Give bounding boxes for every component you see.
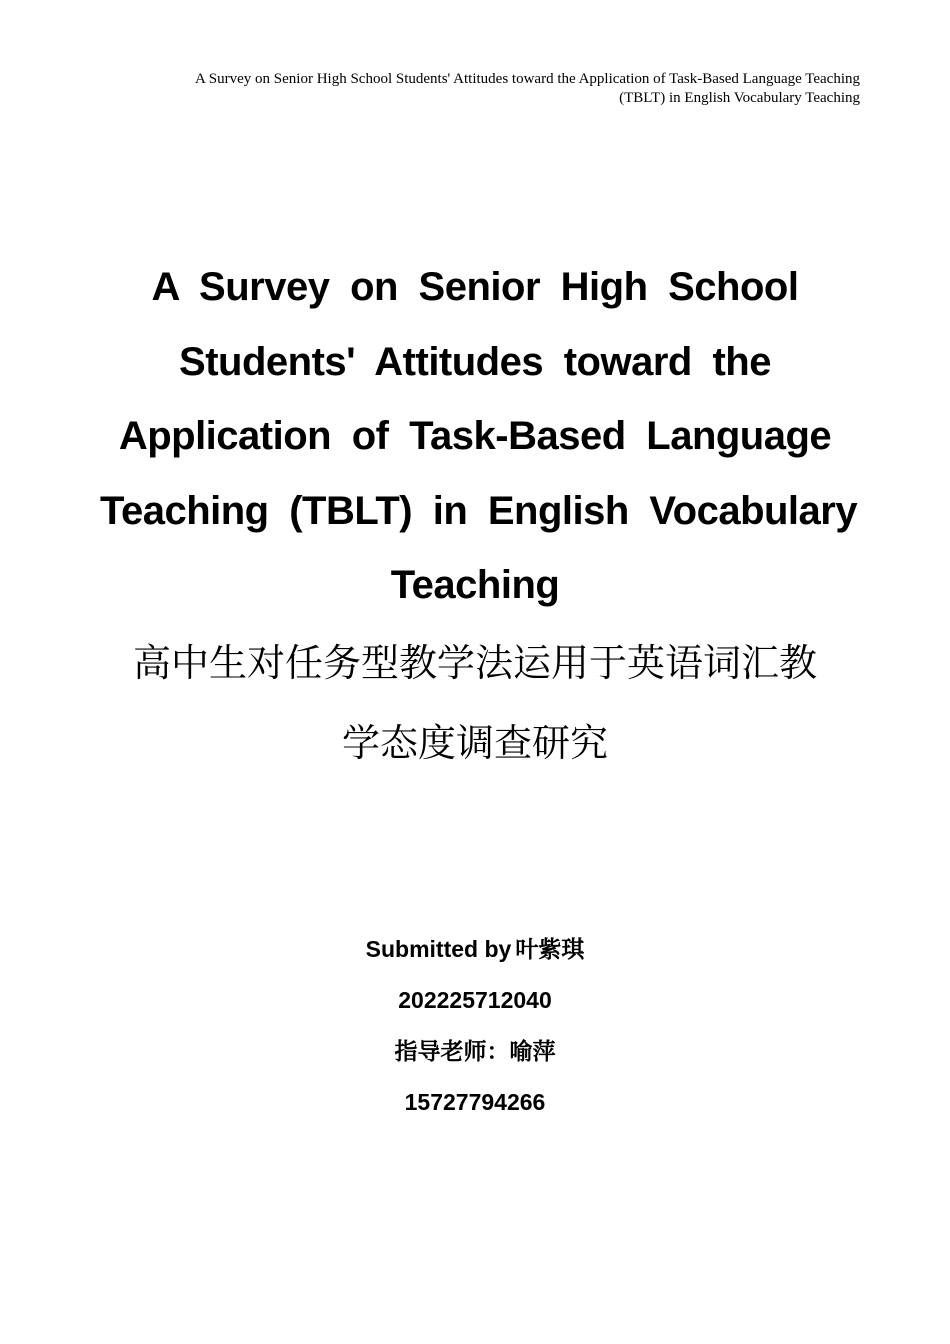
chinese-title-line-1: 高中生对任务型教学法运用于英语词汇教	[132, 640, 817, 685]
phone-number: 15727794266	[404, 1089, 546, 1115]
english-title-line-3: Application of Task-Based Language	[118, 414, 832, 458]
running-header-line-1: A Survey on Senior High School Students' Attitudes toward the Application of Task-Based Language Teaching	[195, 71, 860, 87]
english-title-line-2: Students' Attitudes toward the	[179, 339, 771, 384]
english-title-line-1: A Survey on Senior High School	[151, 265, 799, 309]
running-header-line-2: (TBLT) in English Vocabulary Teaching	[619, 90, 860, 106]
title-block	[100, 250, 858, 783]
english-title-line-5: Teaching	[390, 563, 560, 607]
student-name: 叶紫琪	[515, 936, 585, 962]
advisor-label: 指导老师：	[394, 1038, 510, 1064]
submission-info	[100, 930, 850, 1134]
running-header	[100, 70, 860, 108]
advisor-name: 喻萍	[509, 1038, 556, 1064]
submitted-by-line	[100, 930, 850, 981]
english-title	[100, 250, 858, 623]
english-title-line-4: Teaching (TBLT) in English Vocabulary	[100, 488, 858, 533]
advisor-line	[100, 1032, 850, 1083]
chinese-title-line-2: 学态度调查研究	[341, 720, 608, 765]
chinese-title	[100, 623, 850, 783]
student-id: 202225712040	[398, 987, 552, 1013]
submitted-by-label: Submitted by	[365, 936, 512, 962]
